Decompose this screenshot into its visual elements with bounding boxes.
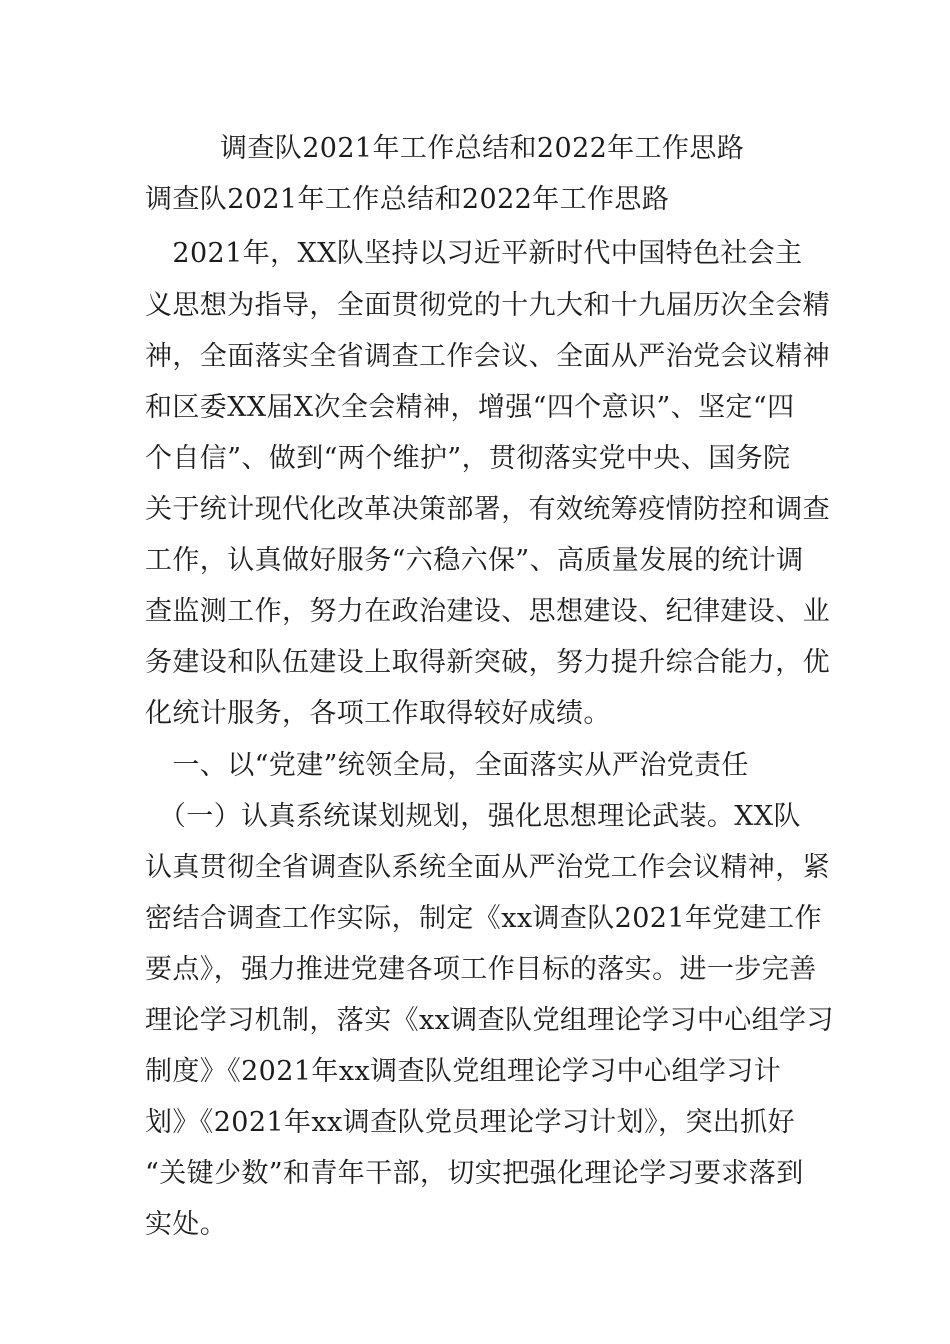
paragraph-line: 查监测工作，努力在政治建设、思想建设、纪律建设、业 [145, 596, 830, 627]
paragraph-line: 化统计服务，各项工作取得较好成绩。 [145, 698, 611, 729]
paragraph-line: 认真贯彻全省调查队系统全面从严治党工作会议精神，紧 [145, 852, 830, 883]
paragraph-line: 关于统计现代化改革决策部署，有效统筹疫情防控和调查 [145, 494, 830, 525]
paragraph-line: 个自信”、做到“两个维护”，贯彻落实党中央、国务院 [145, 443, 791, 474]
section-heading: 一、以“党建”统领全局，全面落实从严治党责任 [145, 750, 749, 781]
paragraph-line: 工作，认真做好服务“六稳六保”、高质量发展的统计调 [145, 545, 804, 576]
paragraph-line: 和区委XX届X次全会精神，增强“四个意识”、坚定“四 [145, 392, 795, 423]
document-subtitle: 调查队2021年工作总结和2022年工作思路 [145, 184, 670, 215]
paragraph-line: 划》《2021年xx调查队党员理论学习计划》，突出抓好 [145, 1107, 795, 1138]
paragraph-line: “关键少数”和青年干部，切实把强化理论学习要求落到 [145, 1158, 804, 1189]
document-title: 调查队2021年工作总结和2022年工作思路 [220, 133, 745, 164]
paragraph-line: 义思想为指导，全面贯彻党的十九大和十九届历次全会精 [145, 290, 830, 321]
paragraph-line: 神，全面落实全省调查工作会议、全面从严治党会议精神 [145, 341, 830, 372]
paragraph-line: （一）认真系统谋划规划，强化思想理论武装。XX队 [145, 801, 801, 832]
paragraph-line: 密结合调查工作实际，制定《xx调查队2021年党建工作 [145, 903, 822, 934]
paragraph-line: 理论学习机制，落实《xx调查队党组理论学习中心组学习 [145, 1005, 834, 1036]
paragraph-line: 制度》《2021年xx调查队党组理论学习中心组学习计 [145, 1056, 782, 1087]
paragraph-line: 2021年，XX队坚持以习近平新时代中国特色社会主 [145, 238, 803, 269]
paragraph-line: 务建设和队伍建设上取得新突破，努力提升综合能力，优 [145, 647, 830, 678]
paragraph-line: 要点》，强力推进党建各项工作目标的落实。进一步完善 [145, 954, 817, 985]
paragraph-line: 实处。 [145, 1209, 228, 1240]
